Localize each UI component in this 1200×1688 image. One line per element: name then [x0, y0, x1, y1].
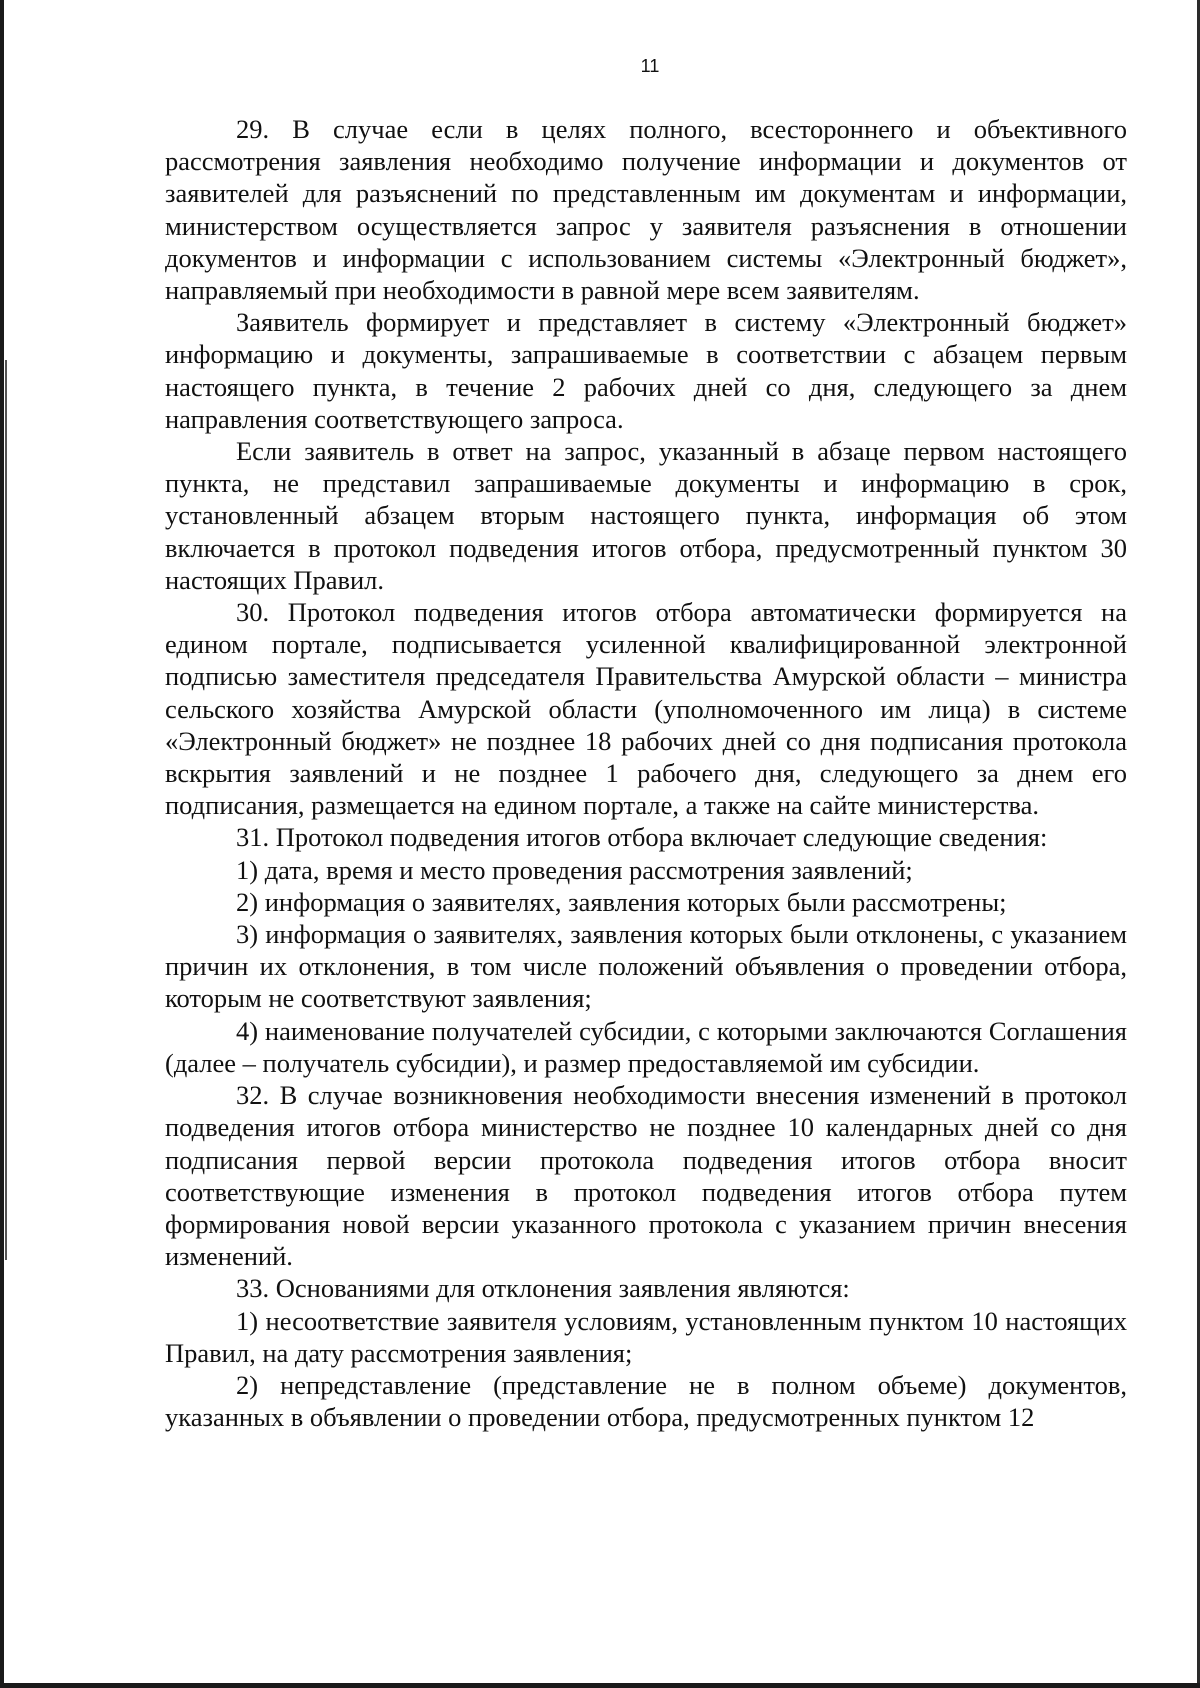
paragraph-31-item-2: 2) информация о заявителях, заявления которых были рассмотрены; — [236, 886, 1007, 917]
page-number: 11 — [640, 56, 660, 76]
scan-edge-left-inner — [5, 360, 7, 1260]
paragraph-33: 33. Основаниями для отклонения заявления являются: — [236, 1273, 850, 1304]
scan-edge-bottom — [0, 1683, 1200, 1688]
paragraph-33-item-2: 2) непредставление (представление не в полном объеме) документов, указанных в объявлении о проведении отбора, предусмотренных пунктом 12 — [165, 1369, 1127, 1433]
scan-edge-left — [0, 0, 4, 1688]
paragraph-29-applicant-submits: Заявитель формирует и представляет в систему «Электронный бюджет» информацию и документы, запрашиваемые в соответствии с абзацем первым настоящего пункта, в течение 2 рабочих дней со дня, следующего за днем направления соответствующего запроса. — [165, 307, 1127, 434]
paragraph-32: 32. В случае возникновения необходимости внесения изменений в протокол подведения итогов отбора министерство не позднее 10 календарных дней со дня подписания первой версии протокола подведения итогов отбора вносит соответствующие изменения в протокол подведения итогов отбора путем формирования новой версии указанного протокола с указанием причин внесения изменений. — [165, 1080, 1127, 1272]
paragraph-29: 29. В случае если в целях полного, всестороннего и объективного рассмотрения заявления необходимо получение информации и документов от заявителей для разъяснений по представленным им документам и информации, министерством осуществляется запрос у заявителя разъяснения в отношении документов и информации с использованием системы «Электронный бюджет», направляемый при необходимости в равной мере всем заявителям. — [165, 114, 1127, 306]
paragraph-30: 30. Протокол подведения итогов отбора автоматически формируется на едином портале, подписывается усиленной квалифицированной электронной подписью заместителя председателя Правительства Амурской области – министра сельского хозяйства Амурской области (уполномоченного им лица) в системе «Электронный бюджет» не позднее 18 рабочих дней со дня подписания протокола вскрытия заявлений и не позднее 1 рабочего дня, следующего за днем его подписания, размещается на едином портале, а также на сайте министерства. — [165, 597, 1127, 821]
paragraph-33-item-1: 1) несоответствие заявителя условиям, установленным пунктом 10 настоящих Правил, на дату рассмотрения заявления; — [165, 1305, 1127, 1368]
paragraph-29-if-not-submitted: Если заявитель в ответ на запрос, указанный в абзаце первом настоящего пункта, не представил запрашиваемые документы и информацию в срок, установленный абзацем вторым настоящего пункта, информация об этом включается в протокол подведения итогов отбора, предусмотренный пунктом 30 настоящих Правил. — [165, 436, 1127, 595]
paragraph-31-item-1: 1) дата, время и место проведения рассмотрения заявлений; — [236, 854, 913, 885]
paragraph-31-item-3: 3) информация о заявителях, заявления которых были отклонены, с указанием причин их отклонения, в том числе положений объявления о проведении отбора, которым не соответствуют заявления; — [165, 919, 1127, 1014]
paragraph-31: 31. Протокол подведения итогов отбора включает следующие сведения: — [236, 822, 1048, 853]
paragraph-31-item-4: 4) наименование получателей субсидии, с которыми заключаются Соглашения (далее – получатель субсидии), и размер предоставляемой им субсидии. — [165, 1015, 1127, 1078]
document-body — [165, 113, 1127, 1433]
